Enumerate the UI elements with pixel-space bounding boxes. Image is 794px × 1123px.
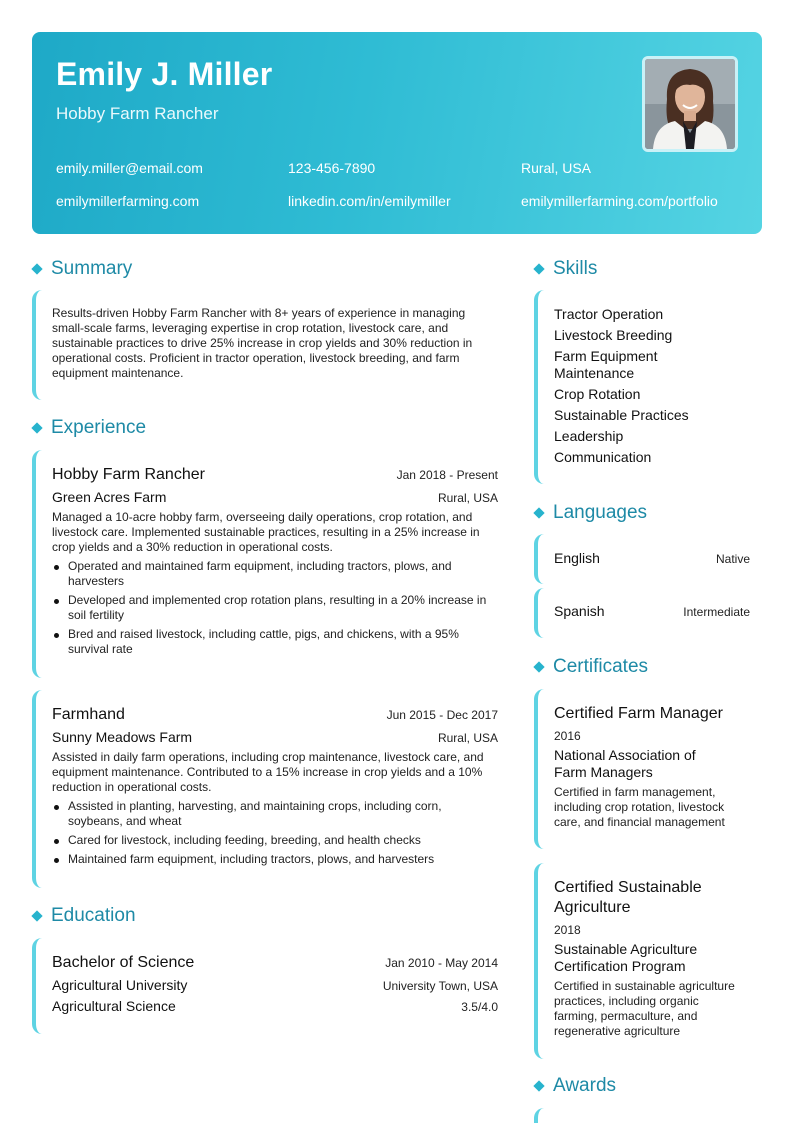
profile-photo-illustration: [645, 59, 735, 149]
contact-email[interactable]: emily.miller@email.com: [56, 160, 203, 176]
language-name: Spanish: [554, 603, 605, 619]
certificate-description: Certified in farm management, including crop rotation, livestock care, and financial management: [554, 785, 725, 829]
education-heading-label: Education: [51, 905, 136, 926]
job-company: Green Acres Farm: [52, 489, 167, 505]
language-name: English: [554, 550, 600, 566]
skill-item: Livestock Breeding: [554, 327, 673, 343]
diamond-bullet-icon: [533, 1080, 544, 1091]
summary-heading: [32, 258, 132, 280]
job-bullet: Maintained farm equipment, including tractors, plows, and harvesters: [52, 852, 498, 867]
diamond-bullet-icon: [31, 910, 42, 921]
language-item: [534, 534, 760, 584]
school-location: University Town, USA: [382, 979, 498, 993]
job-company: Sunny Meadows Farm: [52, 729, 193, 745]
job-location: Rural, USA: [437, 731, 498, 745]
job-bullet: Developed and implemented crop rotation plans, resulting in a 20% increase in soil fertility: [52, 593, 498, 623]
contact-location: Rural, USA: [521, 160, 592, 176]
language-level: Native: [715, 552, 750, 566]
experience-item: [32, 690, 502, 888]
certificate-year: 2016: [554, 729, 581, 743]
diamond-bullet-icon: [31, 422, 42, 433]
candidate-name: Emily J. Miller: [56, 56, 273, 92]
awards-heading-label: Awards: [553, 1075, 617, 1096]
skill-item: Sustainable Practices: [554, 407, 689, 423]
certificates-heading: [534, 656, 648, 678]
job-title: Hobby Farm Rancher: [52, 466, 205, 483]
job-location: Rural, USA: [437, 491, 498, 505]
skills-heading: [534, 258, 597, 280]
skill-item: Leadership: [554, 428, 624, 444]
certificate-issuer: Sustainable Agriculture Certification Program: [554, 941, 698, 974]
job-bullet: Cared for livestock, including feeding, breeding, and health checks: [52, 833, 498, 848]
awards-block: [534, 1108, 760, 1123]
skill-item: Tractor Operation: [554, 306, 664, 322]
certificates-heading-label: Certificates: [553, 656, 649, 677]
contact-portfolio[interactable]: emilymillerfarming.com/portfolio: [521, 193, 718, 209]
certificate-issuer: National Association of Farm Managers: [554, 747, 696, 780]
summary-heading-label: Summary: [51, 258, 133, 279]
skill-item: Communication: [554, 449, 652, 465]
contact-linkedin[interactable]: linkedin.com/in/emilymiller: [288, 193, 451, 209]
job-bullet: Assisted in planting, harvesting, and maintaining crops, including corn, soybeans, and wheat: [52, 799, 498, 829]
language-item: [534, 588, 760, 638]
skills-heading-label: Skills: [553, 258, 598, 279]
certificate-item: [534, 689, 760, 849]
languages-heading-label: Languages: [553, 502, 648, 523]
gpa: 3.5/4.0: [461, 1000, 498, 1014]
diamond-bullet-icon: [31, 263, 42, 274]
language-level: Intermediate: [683, 605, 750, 619]
diamond-bullet-icon: [533, 661, 544, 672]
certificate-item: [534, 863, 760, 1059]
certificate-description: Certified in sustainable agriculture practices, including organic farming, permaculture, and regenerative agriculture: [554, 979, 735, 1038]
school-name: Agricultural University: [52, 977, 188, 993]
job-bullet: Operated and maintained farm equipment, including tractors, plows, and harvesters: [52, 559, 498, 589]
job-bullet: Bred and raised livestock, including cattle, pigs, and chickens, with a 95% survival rate: [52, 627, 498, 657]
skills-block: [534, 290, 760, 484]
certificate-name: Certified Sustainable Agriculture: [554, 879, 702, 916]
summary-block: [32, 290, 502, 400]
skill-item: Crop Rotation: [554, 386, 641, 402]
resume-header: [32, 32, 762, 234]
diamond-bullet-icon: [533, 507, 544, 518]
education-item: [32, 938, 502, 1034]
field-of-study: Agricultural Science: [52, 998, 176, 1014]
diamond-bullet-icon: [533, 263, 544, 274]
job-bullets: [52, 559, 498, 661]
candidate-title: Hobby Farm Rancher: [56, 104, 219, 123]
job-description: Assisted in daily farm operations, including crop maintenance, livestock care, and equipment maintenance. Contributed to a 15% increase in crop yields and a 10% reduction in operational costs.: [52, 750, 484, 794]
languages-heading: [534, 502, 647, 524]
summary-text: Results-driven Hobby Farm Rancher with 8+ years of experience in managing small-scale farms, leveraging expertise in crop rotation, livestock care, and sustainable practices to drive 25% increase in crop yields and 30% reduction in operational costs. Proficient in tractor operation, livestock breeding, and farm equipment maintenance.: [52, 306, 473, 380]
experience-heading-label: Experience: [51, 417, 147, 438]
job-dates: Jun 2015 - Dec 2017: [386, 708, 498, 722]
awards-heading: [534, 1075, 616, 1097]
experience-heading: [32, 417, 146, 439]
degree: Bachelor of Science: [52, 954, 195, 971]
job-description: Managed a 10-acre hobby farm, overseeing daily operations, crop rotation, and livestock care. Implemented sustainable practices, resulting in a 25% increase in crop yields and a 30% reduction in operational costs.: [52, 510, 480, 554]
certificate-year: 2018: [554, 923, 581, 937]
profile-photo: [642, 56, 738, 152]
education-dates: Jan 2010 - May 2014: [385, 956, 498, 970]
job-title: Farmhand: [52, 706, 125, 723]
certificate-name: Certified Farm Manager: [554, 705, 723, 722]
contact-website[interactable]: emilymillerfarming.com: [56, 193, 200, 209]
experience-item: [32, 450, 502, 678]
job-dates: Jan 2018 - Present: [396, 468, 498, 482]
education-heading: [32, 905, 136, 927]
job-bullets: [52, 799, 498, 871]
skill-item: Farm Equipment Maintenance: [554, 348, 658, 381]
contact-phone[interactable]: 123-456-7890: [288, 160, 376, 176]
